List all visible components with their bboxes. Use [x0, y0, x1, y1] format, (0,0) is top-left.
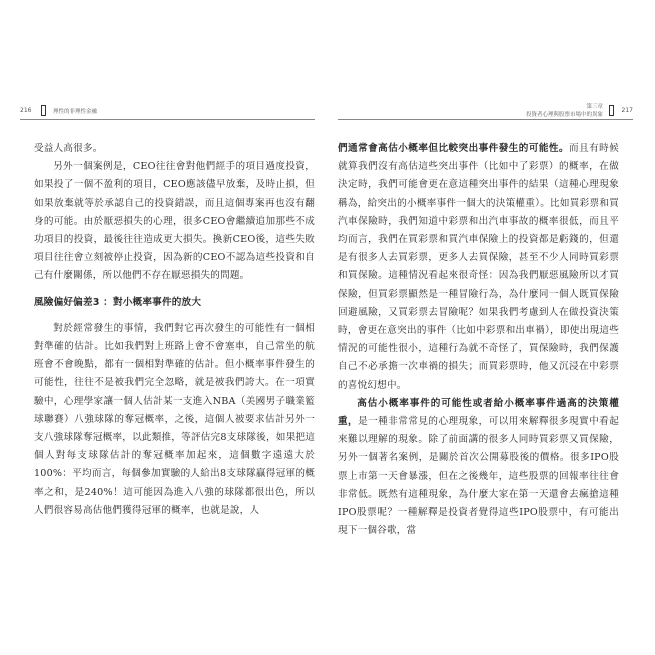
left-page-body	[34, 140, 315, 520]
emphasis-text: 高估小概率事件的可能性或者給小概率事件過高的決策權重，	[338, 397, 619, 428]
candlestick-icon	[609, 105, 614, 116]
right-page-number: 217	[621, 107, 633, 114]
right-running-title: 投資者心理與股票市場中的異象	[525, 112, 603, 118]
paragraph: 受益人高很多。	[34, 143, 103, 154]
header-rule	[338, 119, 633, 120]
right-running-head	[338, 100, 633, 126]
chapter-label: 第三章	[586, 104, 603, 110]
section-heading: 風險偏好偏差3 ：對小概率事件的放大	[34, 296, 202, 308]
right-running-title-block	[526, 103, 603, 119]
paragraph-text: 而且有時候就算我們沒有高估這些突出事件（比如中了彩票）的概率，在做決定時，我們可能會更在意這種突出事件的結果（這種心理現象稱為，給突出的小概率事件一個大的決策權重）。比如買彩票和買汽車保險時，我們知道中彩票和出汽車事故的概率很低，而且平均而言，我們在買彩票和買汽車保險上的投資都是虧錢的，但還是有很多人去買彩票，更多人去買保險，甚至不少人同時買彩票和買保險。這種情況看起來很奇怪：因為我們厭惡風險所以才買保險，但買彩票顯然是一種冒險行為，為什麼同一個人既買保險回避風險，又買彩票去冒險呢？如果我們考慮到人在做投資決策時，會更在意突出的事件（比如中彩票和出車禍），即使出現這些情況的可能性很小，這種行為就不奇怪了，買保險時，我們保護自己不必承擔一次車禍的損失；而買彩票時，他又沉浸在中彩票的喜悅幻想中。	[338, 143, 620, 391]
right-page	[338, 100, 633, 580]
candlestick-icon	[41, 105, 46, 116]
paragraph-text: 是一種非常常見的心理現象，可以用來解釋很多現實中看起來難以理解的現象。除了前面講的很多人同時買彩票又買保險，另外一個著名案例，是關於首次公開募股後的價格。很多IPO股票上市第一天會暴漲，但在之後幾年，這些股票的回報率往往會非常低。既然有這種現象，為什麼大家在第一天還會去瘋搶這種IPO股票呢？一種解釋是投資者覺得這些IPO股票中，有可能出現下一個谷歌，當	[338, 416, 619, 537]
left-page	[20, 100, 315, 580]
left-running-head	[20, 100, 315, 126]
book-spread	[20, 100, 633, 580]
paragraph: 另外一個案例是，CEO往往會對他們經手的項目過度投資，如果投了一個不盈利的項目，CEO應該儘早放棄，及時止損，但如果放棄就等於承認自己的投資錯誤，而且這個專案再也沒有翻身的可能。由於厭惡損失的心理，很多CEO會繼續追加那些不成功項目的投資，最後往往造成更大損失。換新CEO後，這些失敗項目往往會立刻被停止投資，因為新的CEO不認為這些投資和自己有什麼關係，所以他們不存在厭惡損失的問題。	[34, 161, 315, 282]
left-page-number: 216	[20, 107, 32, 114]
header-rule	[20, 119, 315, 120]
emphasis-text: 們通常會高估小概率但比較突出事件發生的可能性。	[338, 143, 570, 154]
paragraph	[338, 140, 619, 395]
paragraph	[338, 395, 619, 541]
paragraph: 對於經常發生的事情，我們對它再次發生的可能性有一個相對準確的估計。比如我們對上班路上會不會塞車，自己常坐的航班會不會晚點，都有一個相對準確的估計。但小概率事件發生的可能性，往往不是被我們完全忽略，就是被我們誇大。在一項實驗中，心理學家讓一個人估計某一支進入NBA（美國男子職業籃球聯賽）八強球隊的奪冠概率，之後，這個人被要求估計另外一支八強球隊奪冠概率，以此類推，等評估完8支球隊後，如果把這個人對每支球隊估計的奪冠概率加起來，這個數字遠遠大於100%：平均而言，每個參加實驗的人給出8支球隊贏得冠軍的概率之和，是240%！這可能因為進入八強的球隊都很出色，所以人們很容易高估他們獲得冠軍的概率，也就是說，人	[34, 322, 315, 516]
right-page-body	[338, 140, 619, 540]
left-running-title: 理性的非理性金融	[53, 109, 98, 115]
